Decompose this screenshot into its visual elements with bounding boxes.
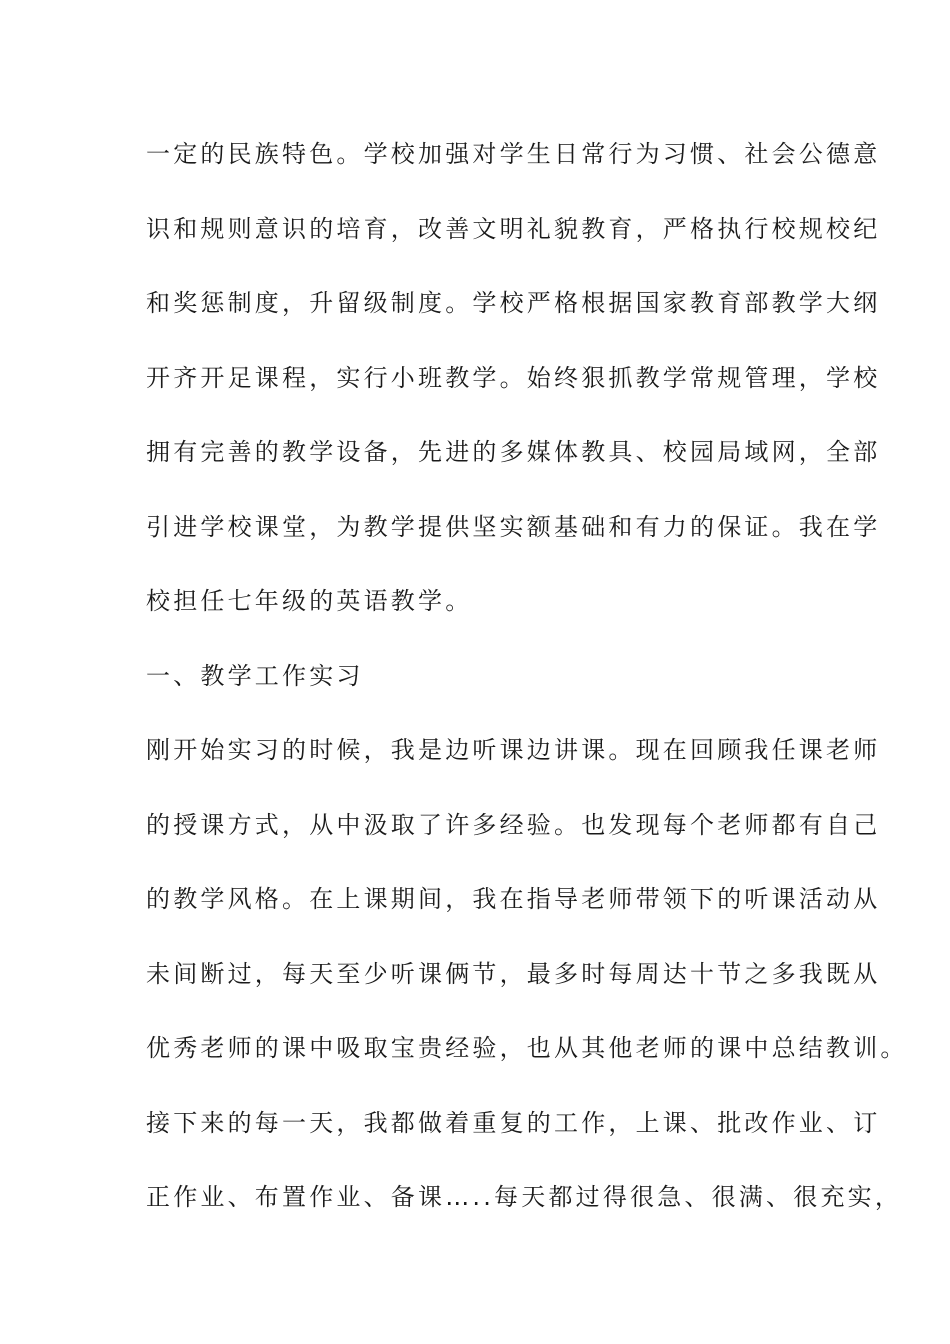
text-line: 校担任七年级的英语教学。 [146, 587, 473, 615]
text-line: 的教学风格。在上课期间，我在指导老师带领下的听课活动从 [146, 885, 881, 913]
body-text [146, 130, 908, 1248]
text-line: 未间断过，每天至少听课俩节，最多时每周达十节之多我既从 [146, 959, 881, 988]
text-line: 刚开始实习的时候，我是边听课边讲课。现在回顾我任课老师 [146, 736, 881, 764]
text-line: 正作业、布置作业、备课…..每天都过得很急、很满、很充实， [146, 1183, 903, 1211]
text-line: 和奖惩制度，升留级制度。学校严格根据国家教育部教学大纲 [146, 289, 881, 317]
text-line: 接下来的每一天，我都做着重复的工作，上课、批改作业、订 [146, 1108, 881, 1137]
text-line: 识和规则意识的培育，改善文明礼貌教育，严格执行校规校纪 [146, 214, 881, 243]
text-line: 拥有完善的教学设备，先进的多媒体教具、校园局域网，全部 [146, 438, 881, 466]
text-line: 引进学校课堂，为教学提供坚实额基础和有力的保证。我在学 [146, 512, 881, 541]
section-heading: 一、教学工作实习 [146, 661, 364, 690]
text-line: 的授课方式，从中汲取了许多经验。也发现每个老师都有自己 [146, 810, 881, 839]
text-line: 开齐开足课程，实行小班教学。始终狠抓教学常规管理，学校 [146, 363, 881, 392]
text-line: 优秀老师的课中吸取宝贵经验，也从其他老师的课中总结教训。 [146, 1034, 908, 1062]
text-line: 一定的民族特色。学校加强对学生日常行为习惯、社会公德意 [146, 140, 881, 168]
